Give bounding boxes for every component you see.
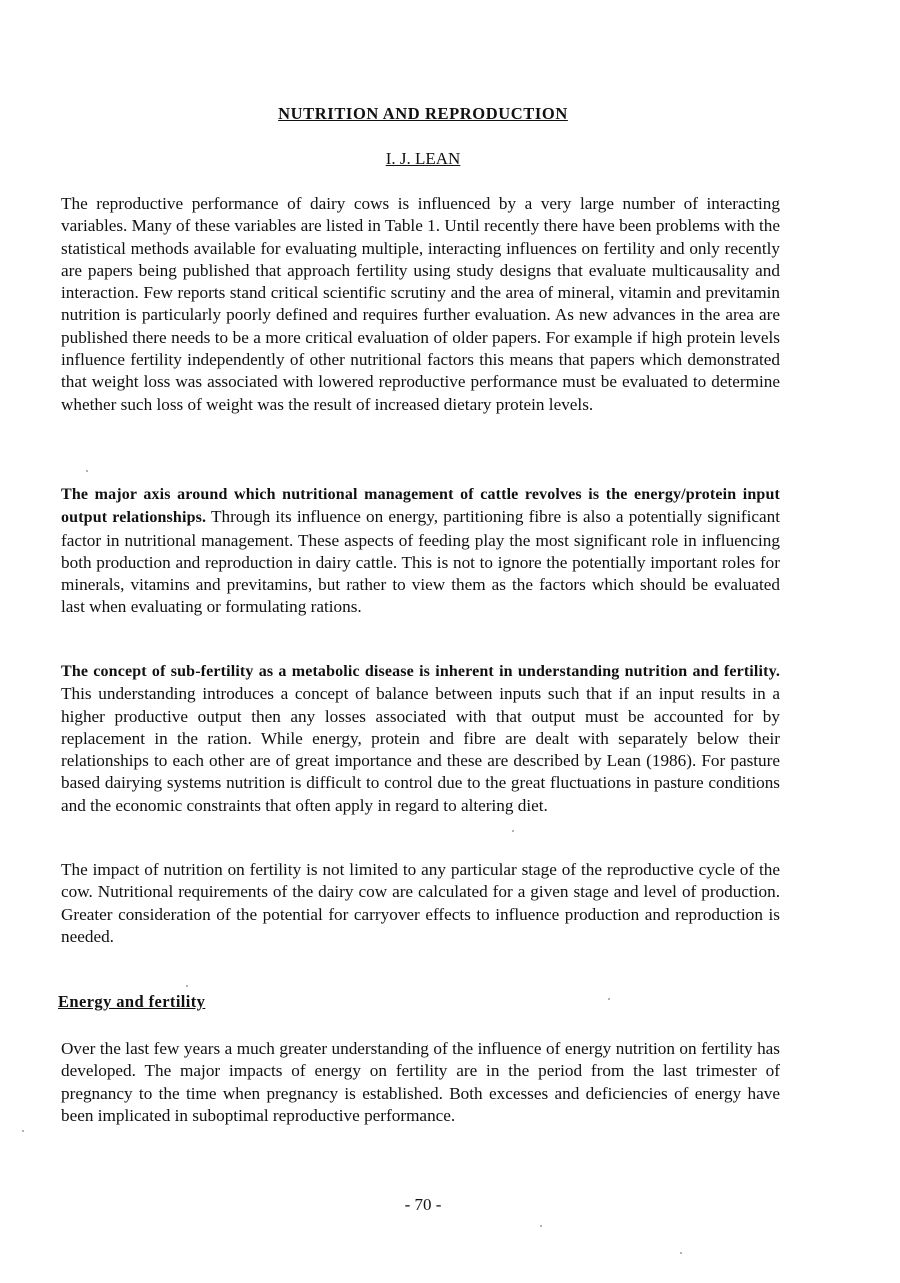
document-title: NUTRITION AND REPRODUCTION [278, 104, 568, 123]
scan-speck [86, 470, 88, 472]
paragraph-text: The impact of nutrition on fertility is not limited to any particular stage of the reproductive cycle of the cow. Nutritional requirements of the dairy cow are calculated for a given stage and level of production. Greater consideration of the potential for carryover effects to influence production and reproduction is needed. [61, 860, 780, 946]
scan-speck [512, 830, 514, 832]
scan-speck [608, 998, 610, 1000]
paragraph-lead-bold: The major axis around which nutritional management of cattle revolves is the energy/protein input output relationships. [61, 486, 780, 527]
scan-speck [540, 1225, 542, 1227]
paragraph-impact [61, 859, 780, 948]
scan-speck [680, 1252, 682, 1254]
paragraph-subfertility [61, 660, 780, 817]
paragraph-lead-bold: The concept of sub-fertility as a metabolic disease is inherent in understanding nutrition and fertility. [61, 663, 780, 680]
section-heading: Energy and fertility [58, 992, 206, 1011]
paragraph-text: The reproductive performance of dairy cows is influenced by a very large number of interacting variables. Many of these variables are listed in Table 1. Until recently there have been problems with the statistical methods available for evaluating multiple, interacting influences on fertility and only recently are papers being published that approach fertility using study designs that evaluate multicausality and interaction. Few reports stand critical scientific scrutiny and the area of mineral, vitamin and previtamin nutrition is particularly poorly defined and requires further evaluation. As new advances in the area are published there needs to be a more critical evaluation of older papers. For example if high protein levels influence fertility independently of other nutritional factors this means that papers which demonstrated that weight loss was associated with lowered reproductive performance must be evaluated to determine whether such loss of weight was the result of increased dietary protein levels. [61, 194, 780, 414]
scan-speck [186, 985, 188, 987]
paragraph-text: Over the last few years a much greater understanding of the influence of energy nutrition on fertility has developed. The major impacts of energy on fertility are in the period from the last trimester of pregnancy to the time when pregnancy is established. Both excesses and deficiencies of energy have been implicated in suboptimal reproductive performance. [61, 1039, 780, 1125]
paragraph-text: This understanding introduces a concept of balance between inputs such that if an input results in a higher productive output then any losses associated with that output must be accounted for by replacement in the ration. While energy, protein and fibre are dealt with separately below their relationships to each other are of great importance and these are described by Lean (1986). For pasture based dairying systems nutrition is difficult to control due to the great fluctuations in pasture conditions and the economic constraints that often apply in regard to altering diet. [61, 684, 780, 815]
scan-speck [22, 1130, 24, 1132]
paragraph-energy-protein [61, 483, 780, 619]
paragraph-intro [61, 193, 780, 416]
paragraph-text: Through its influence on energy, partitioning fibre is also a potentially significant factor in nutritional management. These aspects of feeding play the most significant role in influencing both production and reproduction in dairy cattle. This is not to ignore the potentially important roles for minerals, vitamins and previtamins, but rather to view them as the factors which should be evaluated last when evaluating or formulating rations. [61, 507, 780, 617]
author-name: I. J. LEAN [385, 149, 461, 168]
page-number: - 70 - [404, 1195, 442, 1214]
paragraph-energy-fertility [61, 1038, 780, 1127]
